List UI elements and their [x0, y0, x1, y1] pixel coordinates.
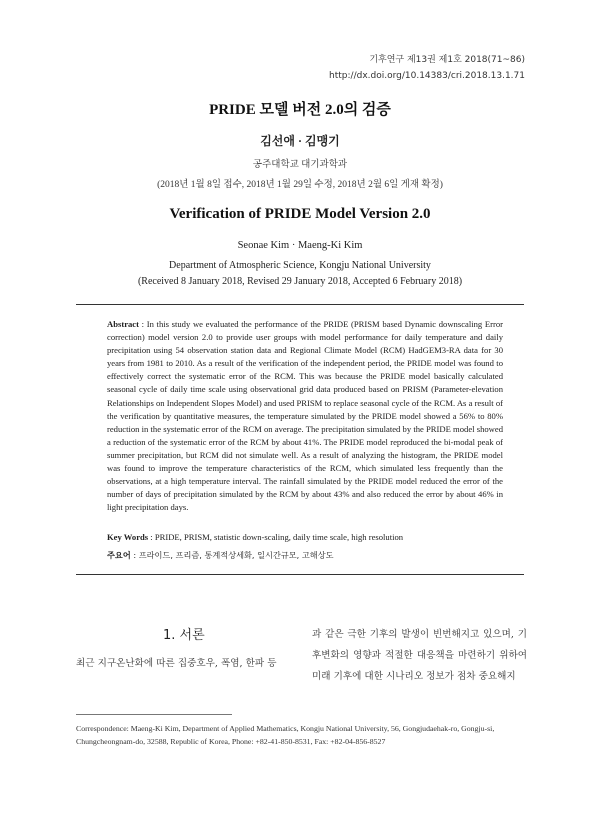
- english-dates: (Received 8 January 2018, Revised 29 January 2018, Accepted 6 February 2018): [137, 276, 463, 287]
- korean-keywords-label: 주요어: [107, 550, 131, 560]
- korean-affiliation: 공주대학교 대기과학과: [252, 160, 348, 170]
- keywords-label: Key Words: [107, 532, 149, 542]
- section-heading-introduction: 1. 서론: [163, 628, 205, 643]
- body-right-column: 과 같은 극한 기후의 발생이 빈번해지고 있으며, 기후변화의 영향과 적절한 대응책을 마련하기 위하여 미래 기후에 대한 시나리오 정보가 점차 중요해지: [312, 629, 527, 682]
- korean-keywords-text: : 프라이드, 프리즘, 통계적상세화, 일시간규모, 고해상도: [130, 550, 334, 560]
- journal-citation: 기후연구 제13권 제1호 2018(71~86): [369, 55, 525, 65]
- correspondence-footnote: Correspondence: Maeng-Ki Kim, Department of Applied Mathematics, Kongju National University, 56, Gongjudaehak-ro, Gongju-si, Chungcheongnam-do, 32588, Republic of Korea, Phone: +82-41-850-8531, Fax: +82-04-856-8527: [76, 724, 495, 746]
- english-title: Verification of PRIDE Model Version 2.0: [169, 206, 431, 222]
- body-left-column: 최근 지구온난화에 따른 집중호우, 폭염, 한파 등: [76, 658, 277, 669]
- abstract-text: : In this study we evaluated the performance of the PRIDE (PRISM based Dynamic downscaling Error correction) model version 2.0 to provide user groups with model performance for daily temperature and daily precipitation using 54 observation station data and Regional Climate Model (RCM) HadGEM3-RA data for 30 years from 1981 to 2010. As a result of the verification of the independent period, the PRIDE model was found to effectively correct the systematic error of the RCM. This was because the PRIDE model basically calculated seasonal cycle of daily time scale using observational grid data produced based on PRISM (Parameter-elevation Relationships on Independent Slopes Model) and used PRISM to replace seasonal cycle of the RCM. As a result of the verification by quantitative measures, the temperature simulated by the PRIDE model showed a 56% to 80% reduction in the systematic error of the RCM on average. The precipitation simulated by the PRIDE model showed a reduction of the systematic error of the RCM by about 41%. The PRIDE model reproduced the bi-modal peak of summer precipitation, but RCM did not simulate well. As a result of analyzing the histogram, the PRIDE model was found to improve the temperature characteristics of the RCM, which simulated less frequently than the observations, at a high temperature interval. The rainfall simulated by the PRIDE model reduced the error of the number of days of precipitation simulated by the RCM by about 43% and also reduced the error by about 46% in light precipitation days.: [107, 319, 503, 513]
- korean-title: PRIDE 모델 버전 2.0의 검증: [209, 102, 391, 118]
- korean-authors: 김선애 · 김맹기: [260, 134, 340, 148]
- korean-keywords: [107, 550, 503, 561]
- abstract-label: Abstract: [107, 319, 139, 329]
- korean-dates: (2018년 1월 8일 접수, 2018년 1월 29일 수정, 2018년 2월 6일 게재 확정): [157, 180, 443, 190]
- keywords: [107, 532, 503, 542]
- abstract-top-rule: [76, 304, 524, 305]
- doi-link[interactable]: http://dx.doi.org/10.14383/cri.2018.13.1.71: [329, 71, 525, 81]
- english-affiliation: Department of Atmospheric Science, Kongju National University: [169, 260, 431, 271]
- footnote-rule: [76, 714, 232, 715]
- journal-header: [329, 52, 525, 84]
- keywords-text: : PRIDE, PRISM, statistic down-scaling, daily time scale, high resolution: [148, 532, 404, 542]
- english-authors: Seonae Kim · Maeng-Ki Kim: [237, 240, 363, 251]
- abstract: [107, 318, 503, 514]
- abstract-bottom-rule: [76, 574, 524, 575]
